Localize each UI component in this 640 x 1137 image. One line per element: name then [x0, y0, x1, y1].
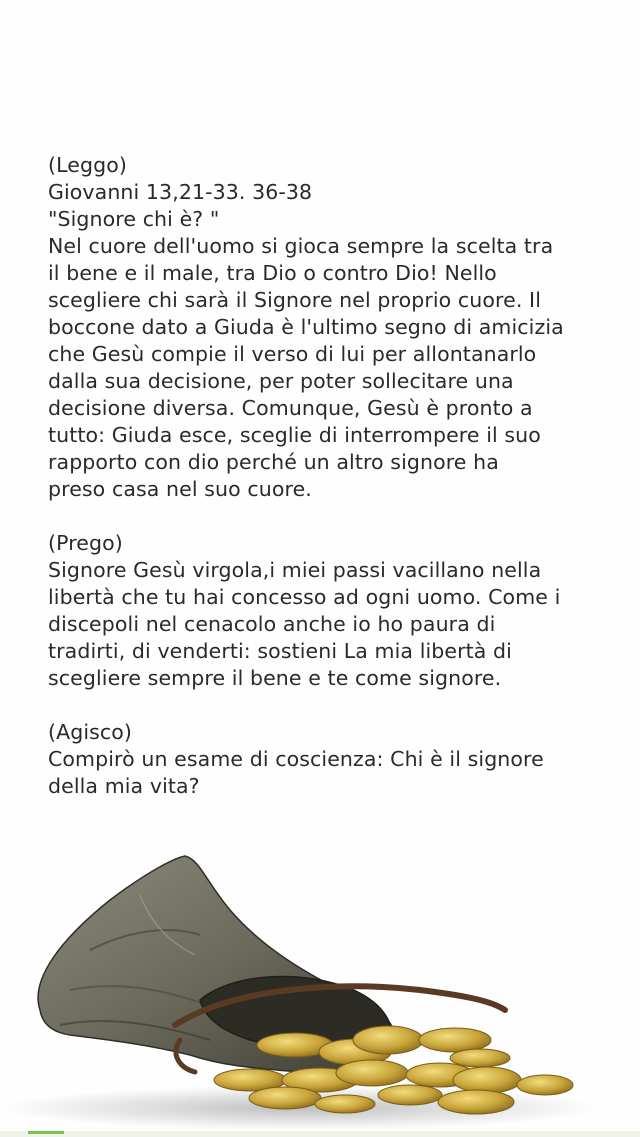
text-line: discepoli nel cenacolo anche io ho paura di: [48, 612, 496, 636]
text-line: scegliere chi sarà il Signore nel proprio cuore. Il: [48, 288, 541, 312]
text-line: tutto: Giuda esce, sceglie di interrompere il suo: [48, 423, 541, 447]
section-heading: (Leggo): [48, 153, 127, 177]
text-line: libertà che tu hai concesso ad ogni uomo. Come i: [48, 585, 561, 609]
coin: [249, 1087, 321, 1109]
section-leggo: [48, 152, 613, 503]
coin: [336, 1060, 408, 1086]
text-line: decisione diversa. Comunque, Gesù è pronto a: [48, 396, 533, 420]
meditation-text: [48, 152, 613, 827]
text-line: tradirti, di venderti: sostieni La mia libertà di: [48, 639, 512, 663]
section-heading: (Prego): [48, 531, 123, 555]
text-line: rapporto con dio perché un altro signore ha: [48, 450, 499, 474]
coin: [438, 1090, 514, 1114]
text-line: Signore Gesù virgola,i miei passi vacillano nella: [48, 558, 542, 582]
text-line: dalla sua decisione, per poter sollecitare una: [48, 369, 514, 393]
section-prego: [48, 530, 613, 692]
bottom-strip: [0, 1131, 640, 1137]
text-line: boccone dato a Giuda è l'ultimo segno di amicizia: [48, 315, 564, 339]
coin: [450, 1049, 510, 1067]
coin: [378, 1085, 442, 1105]
coin: [453, 1067, 521, 1093]
coin-pouch-illustration: [0, 840, 640, 1137]
section-agisco: [48, 719, 613, 800]
text-line: Compirò un esame di coscienza: Chi è il signore: [48, 747, 544, 771]
text-line: che Gesù compie il verso di lui per allontanarlo: [48, 342, 537, 366]
section-heading: (Agisco): [48, 720, 133, 744]
coin: [315, 1095, 375, 1113]
text-line: scegliere sempre il bene e te come signore.: [48, 666, 502, 690]
text-line: della mia vita?: [48, 774, 200, 798]
text-line: il bene e il male, tra Dio o contro Dio! Nello: [48, 261, 497, 285]
text-line: Nel cuore dell'uomo si gioca sempre la scelta tra: [48, 234, 554, 258]
coin: [353, 1026, 423, 1054]
text-line: "Signore chi è? ": [48, 207, 220, 231]
coin: [517, 1075, 573, 1095]
coin: [419, 1028, 491, 1052]
bottom-accent: [28, 1131, 64, 1134]
text-line: preso casa nel suo cuore.: [48, 477, 312, 501]
text-line: Giovanni 13,21-33. 36-38: [48, 180, 313, 204]
